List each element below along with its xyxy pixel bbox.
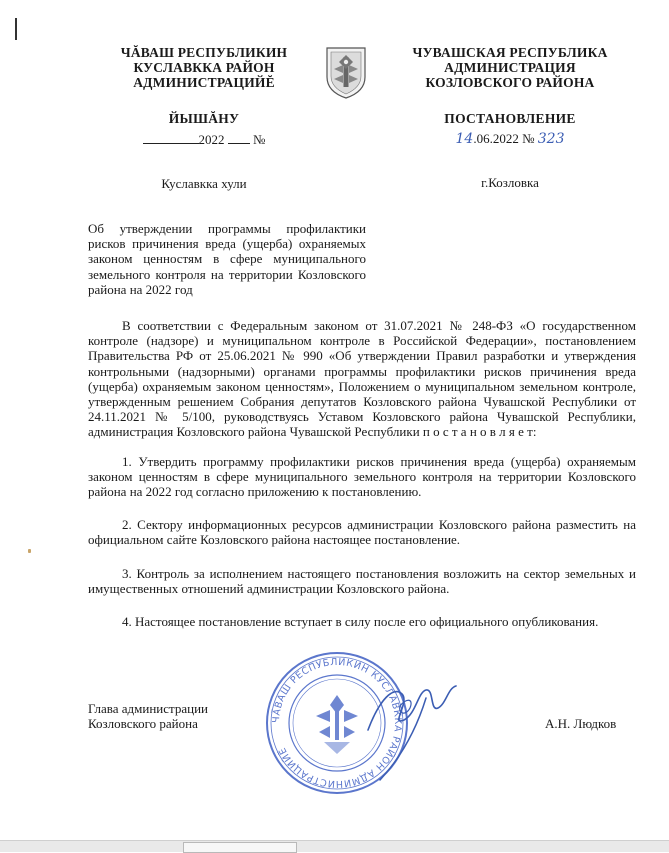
header-left-doc-type: ЙЫШĂНУ — [168, 111, 240, 126]
body-paragraph-preamble: В соответствии с Федеральным законом от 31.07.2021 № 248-ФЗ «О государственном контроле (надзоре) и муниципальном контроле в Российской Федерации», постановлением Правительства РФ от 25.06.2021 № 990 «Об утверждении Правил разработки и утверждения контрольными (надзорными) органами программы профилактики рисков причинения вреда (ущерба) охраняемым законом ценностям», Положением о муниципальном земельном контроле, утвержденным решением Собрания депутатов Козловского района Чувашской Республики от 24.11.2021 № 5/100, руководствуясь Уставом Козловского района Чувашской Республики, администрация Козловского района Чувашской Республики п о с т а н о в л я е т: — [88, 318, 636, 440]
body-paragraph-1: 1. Утвердить программу профилактики рисков причинения вреда (ущерба) охраняемым законом ценностям в сфере муниципального земельного контроля на территории Козловского района на 2022 год согласно приложению к постановлению. — [88, 453, 636, 500]
header-left — [84, 45, 324, 192]
handwritten-number: 323 — [537, 131, 565, 147]
date-blank — [143, 131, 199, 144]
header-left-place: Куславкка хули — [161, 176, 247, 191]
coat-of-arms-icon — [323, 45, 369, 99]
body-paragraph-4: 4. Настоящее постановление вступает в силу после его официального опубликования. — [122, 614, 599, 630]
header-right-line-1: ЧУВАШСКАЯ РЕСПУБЛИКА — [412, 45, 608, 60]
header-right — [390, 45, 630, 191]
scan-edge-mark — [15, 18, 17, 40]
signatory-title-line-2: Козловского района — [88, 716, 198, 731]
header-left-year: 2022 — [198, 132, 225, 147]
viewer-bottom-bar — [0, 840, 669, 852]
stamp-ring-text: ЧĂВАШ РЕСПУБЛИКИН КУСЛАВККА РАЙОН АДМИНИСТРАЦИЙĔ — [270, 656, 404, 790]
scan-speck — [28, 549, 31, 553]
signatory-name: А.Н. Людков — [545, 716, 617, 731]
signatory-title-line-1: Глава администрации — [88, 701, 209, 716]
header-left-number-sign: № — [253, 132, 266, 147]
handwritten-day: 14 — [455, 131, 474, 147]
header-right-line-3: КОЗЛОВСКОГО РАЙОНА — [425, 75, 595, 90]
header-right-date-number — [390, 131, 630, 147]
document-body — [88, 318, 636, 647]
header-left-line-3: АДМИНИСТРАЦИЙĔ — [133, 75, 275, 90]
viewer-page-field[interactable] — [183, 842, 297, 853]
document-subject: Об утверждении программы профилактики рисков причинения вреда (ущерба) охраняемых законом ценностям в сфере муниципального земельного контроля на территории Козловского района на 2022 год — [88, 221, 366, 297]
header-right-doc-type: ПОСТАНОВЛЕНИЕ — [444, 111, 576, 126]
header-left-line-2: КУСЛАВККА РАЙОН — [133, 60, 275, 75]
header-left-line-1: ЧĂВАШ РЕСПУБЛИКИН — [120, 45, 288, 60]
body-paragraph-3: 3. Контроль за исполнением настоящего постановления возложить на сектор земельных и имущественных отношений администрации Козловского района. — [88, 565, 636, 596]
header-right-date-rest: .06.2022 № — [473, 131, 535, 146]
signatory-title — [88, 701, 208, 731]
handwritten-signature — [360, 668, 470, 788]
header-right-place: г.Козловка — [481, 175, 539, 190]
number-blank — [228, 131, 250, 144]
body-paragraph-2: 2. Сектору информационных ресурсов администрации Козловского района разместить на официальном сайте Козловского района настоящее постановление. — [88, 517, 636, 548]
header-right-line-2: АДМИНИСТРАЦИЯ — [444, 60, 576, 75]
header-left-date-number — [84, 131, 324, 148]
